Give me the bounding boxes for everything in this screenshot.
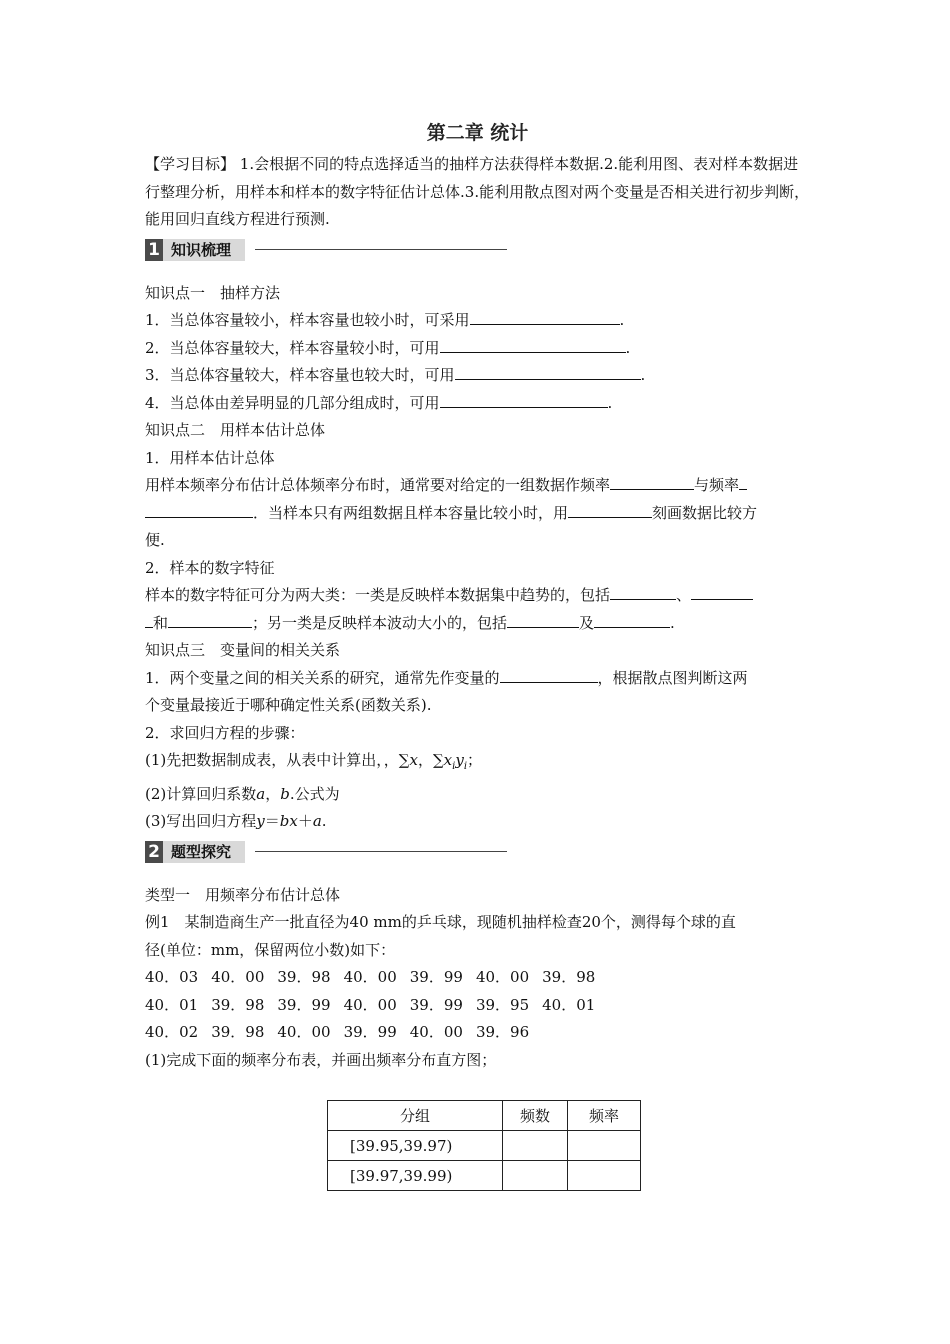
relative-frequency-cell[interactable]	[568, 1161, 641, 1191]
example-text: 例1 某制造商生产一批直径为40 mm的乒乓球，现随机抽样检查20个，测得每个球的直	[145, 913, 736, 931]
kp1-item: 4．当总体由差异明显的几部分组成时，可用 .	[145, 390, 810, 418]
answer-blank[interactable]	[168, 611, 252, 628]
type1-heading: 类型一 用频率分布估计总体	[145, 885, 341, 904]
kp2-para: 样本的数字特征可分为两大类：一类是反映样本数据集中趋势的，包括 、	[145, 582, 810, 610]
objective-text: 1.会根据不同的特点选择适当的抽样方法获得样本数据.2.能利用图、表对样本数据进行整理分析，用样本和样本的数字特征估计总体.3.能利用散点图对两个变量是否相关进行初步判断，能用回归直线方程进行预测.	[145, 155, 810, 228]
column-header: 频数	[503, 1101, 568, 1131]
kp2-para: ．当样本只有两组数据且样本容量比较小时，用 刻画数据比较方	[145, 500, 810, 528]
question-text: (1)完成下面的频率分布表，并画出频率分布直方图；	[145, 1050, 497, 1069]
kp2-para: 用样本频率分布估计总体频率分布时，通常要对给定的一组数据作频率 与频率	[145, 472, 810, 500]
kp3-para: 2．求回归方程的步骤：	[145, 723, 305, 742]
answer-blank[interactable]	[455, 363, 641, 380]
kp1-item: 3．当总体容量较大，样本容量也较大时，可用 .	[145, 362, 810, 390]
group-cell: [39.95,39.97)	[328, 1131, 503, 1161]
group-cell: [39.97,39.99)	[328, 1161, 503, 1191]
document-page	[145, 118, 810, 1191]
kp2-heading: 知识点二 用样本估计总体	[145, 421, 326, 439]
kp2-sub: 2．样本的数字特征	[145, 558, 275, 577]
answer-blank[interactable]	[568, 501, 652, 518]
answer-blank[interactable]	[145, 501, 253, 518]
answer-blank[interactable]	[470, 308, 620, 325]
answer-blank[interactable]	[610, 473, 694, 490]
answer-blank[interactable]	[691, 583, 753, 600]
kp1-heading: 知识点一 抽样方法	[145, 283, 281, 302]
answer-blank[interactable]	[739, 473, 747, 490]
data-row: 40．01 39．98 39．99 40．00 39．99 39．95 40．01	[145, 995, 596, 1014]
frequency-table	[327, 1100, 641, 1191]
relative-frequency-cell[interactable]	[568, 1131, 641, 1161]
kp3-step: (3)写出回归方程y＝bx＋a.	[145, 812, 327, 830]
section-rule	[255, 249, 507, 250]
kp2-para: 和 ；另一类是反映样本波动大小的，包括 及 .	[145, 610, 810, 638]
kp3-para: 1．两个变量之间的相关关系的研究，通常先作变量的 ，根据散点图判断这两	[145, 665, 810, 693]
frequency-cell[interactable]	[503, 1161, 568, 1191]
section-rule	[255, 851, 507, 852]
kp3-para: 个变量最接近于哪种确定性关系(函数关系).	[145, 696, 432, 714]
table-header-row	[328, 1101, 641, 1131]
kp2-sub: 1．用样本估计总体	[145, 448, 275, 467]
answer-blank[interactable]	[145, 611, 153, 628]
learning-objectives	[145, 151, 810, 234]
table-row	[328, 1161, 641, 1191]
kp1-item: 2．当总体容量较大，样本容量较小时，可用 .	[145, 335, 810, 363]
section-label: 题型探究	[163, 841, 245, 863]
example-text: 径(单位：mm，保留两位小数)如下：	[145, 940, 396, 959]
answer-blank[interactable]	[500, 666, 598, 683]
kp2-para: 便.	[145, 531, 165, 549]
kp3-heading: 知识点三 变量间的相关关系	[145, 641, 341, 659]
frequency-cell[interactable]	[503, 1131, 568, 1161]
section-label: 知识梳理	[163, 239, 245, 261]
objective-tag: 【学习目标】	[145, 155, 236, 173]
answer-blank[interactable]	[440, 391, 608, 408]
kp3-step: (2)计算回归系数a，b.公式为	[145, 784, 340, 803]
column-header: 分组	[328, 1101, 503, 1131]
section-number: 2	[145, 841, 163, 863]
data-row: 40．03 40．00 39．98 40．00 39．99 40．00 39．98	[145, 968, 596, 986]
answer-blank[interactable]	[610, 583, 676, 600]
answer-blank[interactable]	[594, 611, 670, 628]
kp1-item: 1．当总体容量较小，样本容量也较小时，可采用 .	[145, 307, 810, 335]
data-row: 40．02 39．98 40．00 39．99 40．00 39．96	[145, 1023, 530, 1041]
kp3-step: (1)先把数据制成表，从表中计算出，，∑x，$\sum x_iy_i$；	[145, 751, 483, 772]
chapter-title: 第二章 统计	[426, 122, 529, 144]
answer-blank[interactable]	[440, 336, 626, 353]
table-row	[328, 1131, 641, 1161]
section-number: 1	[145, 239, 163, 261]
column-header: 频率	[568, 1101, 641, 1131]
answer-blank[interactable]	[507, 611, 579, 628]
section-header-knowledge	[145, 236, 810, 264]
section-header-types	[145, 838, 810, 866]
